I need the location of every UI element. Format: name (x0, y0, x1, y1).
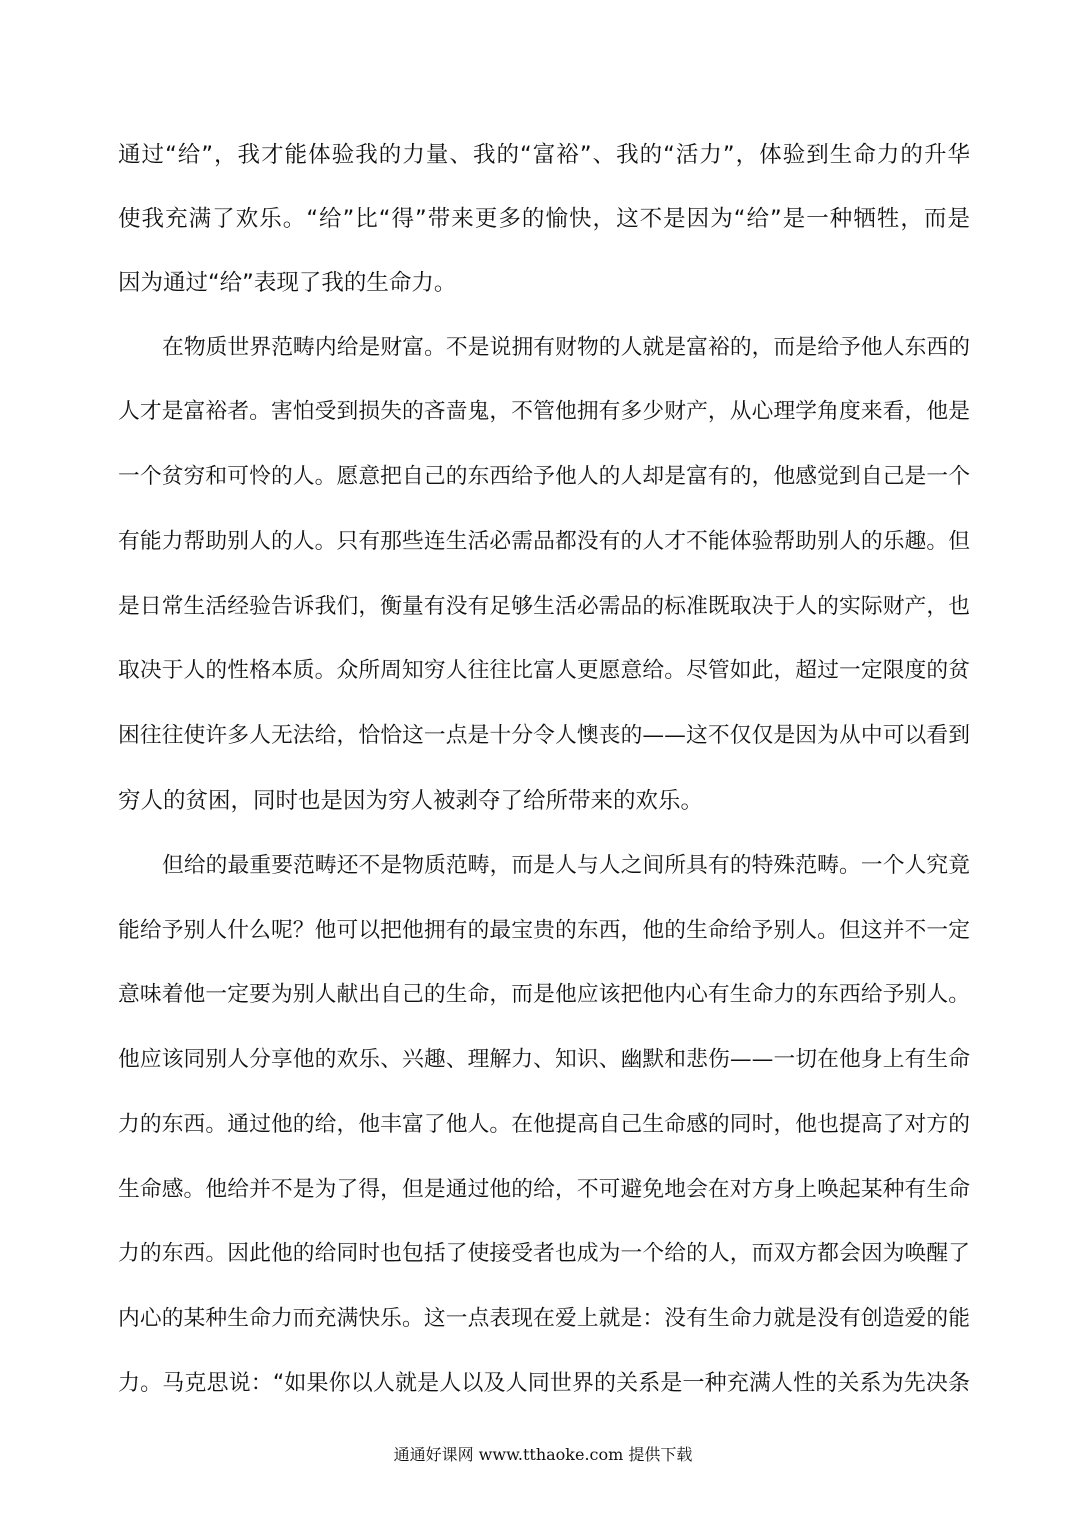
page-footer: 通通好课网 www.tthaoke.com 提供下载 (393, 1445, 693, 1464)
text-line: 使我充满了欢乐。“给”比“得”带来更多的愉快，这不是因为“给”是一种牺牲，而是 (118, 206, 970, 232)
text-line: 人才是富裕者。害怕受到损失的吝啬鬼，不管他拥有多少财产，从心理学角度来看，他是 (118, 399, 970, 424)
text-line: 一个贫穷和可怜的人。愿意把自己的东西给予他人的人却是富有的，他感觉到自己是一个 (118, 464, 970, 489)
paragraph-start-line: 在物质世界范畴内给是财富。不是说拥有财物的人就是富裕的，而是给予他人东西的 (162, 335, 970, 360)
text-line: 有能力帮助别人的人。只有那些连生活必需品都没有的人才不能体验帮助别人的乐趣。但 (118, 529, 970, 554)
text-line: 通过“给”，我才能体验我的力量、我的“富裕”、我的“活力”，体验到生命力的升华 (118, 142, 970, 168)
text-line: 取决于人的性格本质。众所周知穷人往往比富人更愿意给。尽管如此，超过一定限度的贫 (118, 658, 970, 683)
text-line: 因为通过“给”表现了我的生命力。 (118, 270, 457, 296)
paragraph-start-line: 但给的最重要范畴还不是物质范畴，而是人与人之间所具有的特殊范畴。一个人究竟 (162, 853, 970, 878)
text-line: 力的东西。因此他的给同时也包括了使接受者也成为一个给的人，而双方都会因为唤醒了 (118, 1241, 970, 1266)
text-line: 力。马克思说：“如果你以人就是人以及人同世界的关系是一种充满人性的关系为先决条 (118, 1371, 970, 1396)
text-line: 困往往使许多人无法给，恰恰这一点是十分令人懊丧的——这不仅仅是因为从中可以看到 (118, 723, 970, 748)
text-line: 是日常生活经验告诉我们，衡量有没有足够生活必需品的标准既取决于人的实际财产，也 (118, 594, 970, 619)
text-line: 能给予别人什么呢？他可以把他拥有的最宝贵的东西，他的生命给予别人。但这并不一定 (118, 918, 970, 943)
text-line: 内心的某种生命力而充满快乐。这一点表现在爱上就是：没有生命力就是没有创造爱的能 (118, 1306, 970, 1331)
text-line: 生命感。他给并不是为了得，但是通过他的给，不可避免地会在对方身上唤起某种有生命 (118, 1177, 970, 1202)
text-line: 穷人的贫困，同时也是因为穷人被剥夺了给所带来的欢乐。 (118, 788, 704, 814)
text-line: 他应该同别人分享他的欢乐、兴趣、理解力、知识、幽默和悲伤——一切在他身上有生命 (118, 1047, 970, 1072)
text-line: 力的东西。通过他的给，他丰富了他人。在他提高自己生命感的同时，他也提高了对方的 (118, 1112, 970, 1137)
text-line: 意味着他一定要为别人献出自己的生命，而是他应该把他内心有生命力的东西给予别人。 (118, 982, 970, 1007)
